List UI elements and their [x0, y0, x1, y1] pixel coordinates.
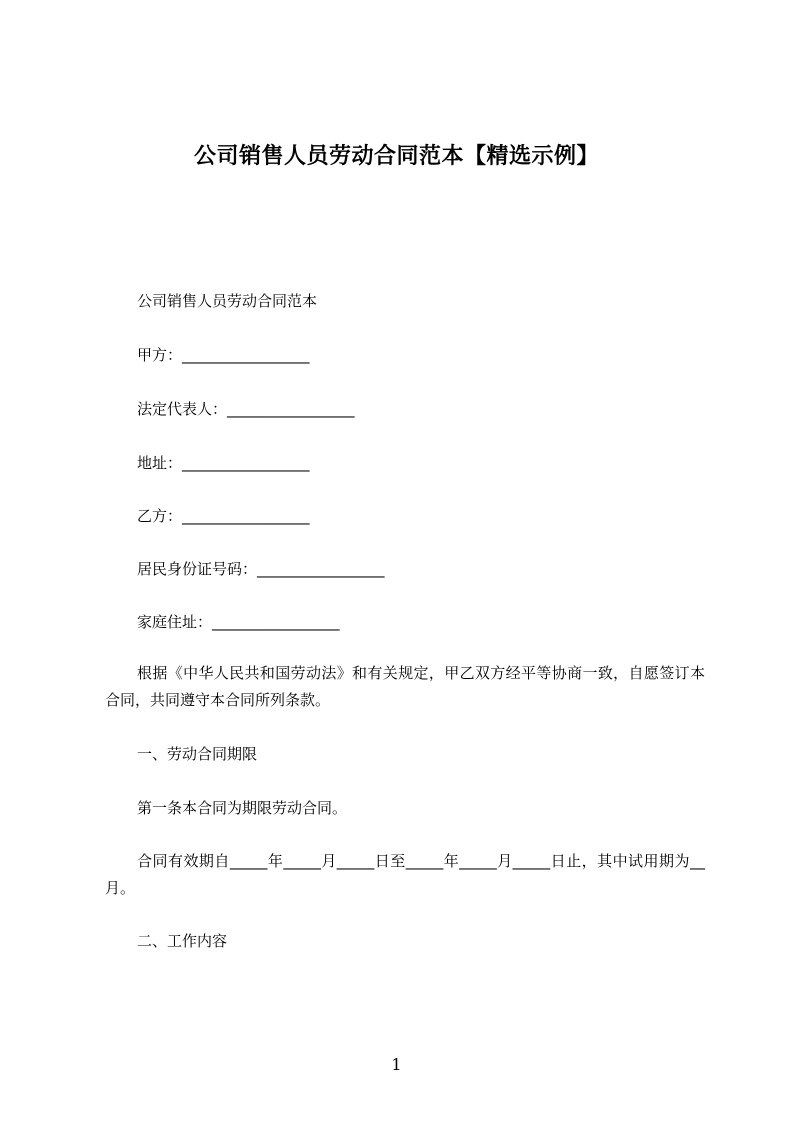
page-number: 1 — [391, 1055, 402, 1074]
section-two-heading: 二、工作内容 — [137, 932, 228, 950]
legal-representative-field: 法定代表人：_________________ — [137, 400, 355, 418]
id-number-field: 居民身份证号码：_________________ — [137, 560, 385, 578]
home-address-field: 家庭住址：_________________ — [137, 613, 340, 631]
party-a-field: 甲方：_________________ — [137, 346, 310, 364]
contract-subtitle: 公司销售人员劳动合同范本 — [137, 292, 318, 310]
party-b-field: 乙方：_________________ — [137, 507, 310, 525]
section-one-heading: 一、劳动合同期限 — [137, 745, 258, 763]
contract-validity-paragraph: 合同有效期自_____年_____月_____日至_____年_____月_____日止，其中试用期为__月。 — [105, 852, 705, 897]
article-one: 第一条本合同为期限劳动合同。 — [137, 799, 348, 817]
document-title: 公司销售人员劳动合同范本【精选示例】 — [193, 144, 599, 169]
intro-paragraph: 根据《中华人民共和国劳动法》和有关规定，甲乙双方经平等协商一致，自愿签订本合同，共同遵守本合同所列条款。 — [105, 664, 705, 709]
address-field: 地址：_________________ — [137, 454, 310, 472]
